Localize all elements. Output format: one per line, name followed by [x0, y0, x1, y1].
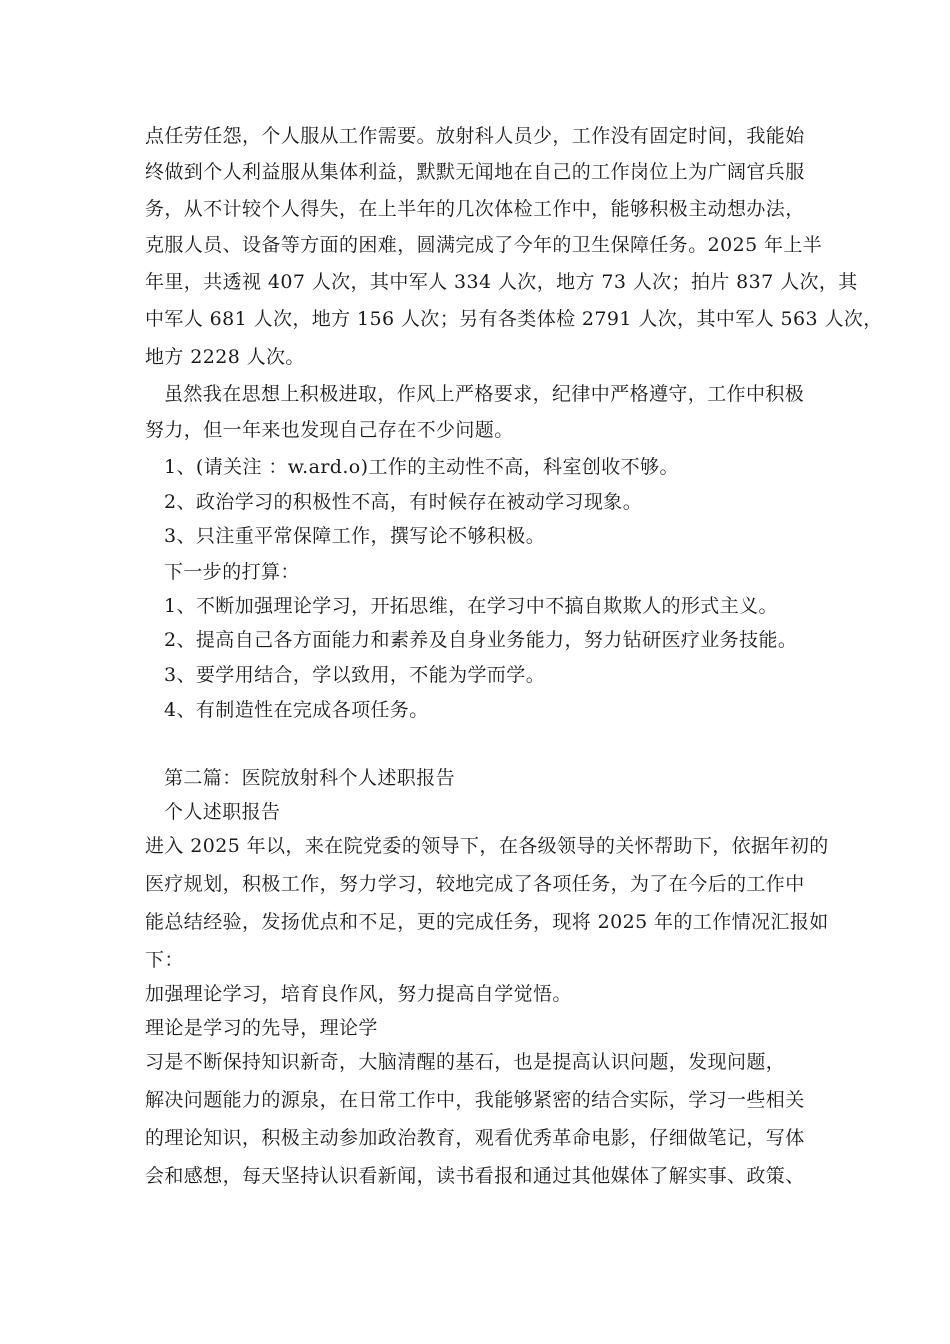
- text-line: 习是不断保持知识新奇，大脑清醒的基石，也是提高认识问题，发现问题，: [145, 1051, 786, 1073]
- list-item: 4、有制造性在完成各项任务。: [164, 699, 429, 721]
- text-line: 能总结经验，发扬优点和不足，更的完成任务，现将 2025 年的工作情况汇报如: [145, 911, 829, 933]
- list-item: 1、不断加强理论学习，开拓思维，在学习中不搞自欺欺人的形式主义。: [164, 595, 778, 617]
- text-line: 年里，共透视 407 人次，其中军人 334 人次，地方 73 人次；拍片 837 人次，其: [145, 271, 858, 293]
- text-line: 的理论知识，积极主动参加政治教育，观看优秀革命电影，仔细做笔记，写体: [145, 1127, 805, 1149]
- text-line: 中军人 681 人次，地方 156 人次；另有各类体检 2791 人次，其中军人 563 人次，: [145, 308, 883, 330]
- document-title: 第二篇：医院放射科个人述职报告: [164, 767, 456, 789]
- section-heading: 加强理论学习，培育良作风，努力提高自学觉悟。: [145, 983, 572, 1005]
- text-line: 理论是学习的先导，理论学: [145, 1017, 378, 1039]
- list-item: 2、提高自己各方面能力和素养及自身业务能力，努力钻研医疗业务技能。: [164, 629, 798, 651]
- list-item: 1、(请关注 ：w.ard.o)工作的主动性不高，科室创收不够。: [164, 456, 679, 478]
- text-line: 努力，但一年来也发现自己存在不少问题。: [145, 419, 514, 441]
- list-item: 2、政治学习的积极性不高，有时候存在被动学习现象。: [164, 491, 643, 513]
- text-line: 终做到个人利益服从集体利益，默默无闻地在自己的工作岗位上为广阔官兵服: [145, 161, 805, 183]
- text-line: 务，从不计较个人得失，在上半年的几次体检工作中，能够积极主动想办法，: [145, 198, 805, 220]
- text-line: 解决问题能力的源泉，在日常工作中，我能够紧密的结合实际，学习一些相关: [145, 1089, 805, 1111]
- text-line: 克服人员、设备等方面的困难，圆满完成了今年的卫生保障任务。2025 年上半: [145, 234, 823, 256]
- text-line: 虽然我在思想上积极进取，作风上严格要求，纪律中严格遵守，工作中积极: [164, 383, 805, 405]
- text-line: 下：: [145, 949, 184, 971]
- text-line: 进入 2025 年以，来在院党委的领导下，在各级领导的关怀帮助下，依据年初的: [145, 835, 829, 857]
- list-item: 3、要学用结合，学以致用，不能为学而学。: [164, 664, 546, 686]
- section-heading: 下一步的打算：: [164, 561, 300, 583]
- text-line: 会和感想，每天坚持认识看新闻，读书看报和通过其他媒体了解实事、政策、: [145, 1165, 805, 1187]
- text-line: 点任劳任怨，个人服从工作需要。放射科人员少，工作没有固定时间，我能始: [145, 125, 805, 147]
- list-item: 3、只注重平常保障工作，撰写论不够积极。: [164, 525, 546, 547]
- document-subtitle: 个人述职报告: [164, 801, 281, 823]
- text-line: 医疗规划，积极工作，努力学习，较地完成了各项任务，为了在今后的工作中: [145, 873, 805, 895]
- text-line: 地方 2228 人次。: [145, 346, 305, 368]
